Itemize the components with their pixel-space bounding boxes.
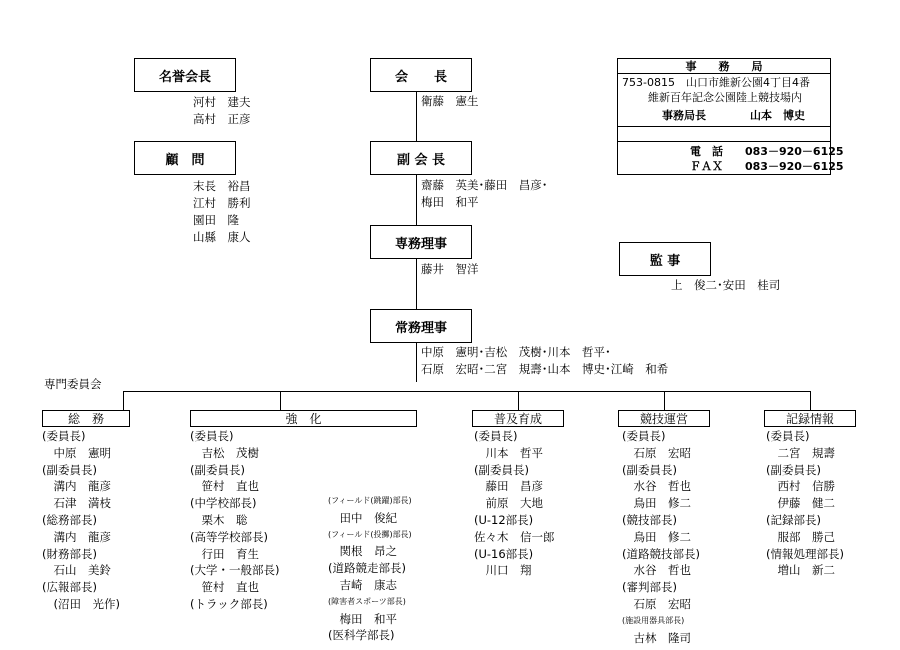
committee-member-line: (施設用器具部長): [622, 615, 685, 625]
committee-member-line: 栗木 聡: [190, 512, 248, 527]
committee-member-line: (競技部長): [622, 512, 677, 527]
president-names: 衛藤 憲生: [421, 94, 479, 108]
committee-member-line: 石原 宏昭: [622, 445, 691, 460]
secretariat-address-line1: 753-0815 山口市維新公園4丁目4番: [622, 76, 810, 89]
president-box: 会 長: [370, 58, 472, 92]
committee-member-line: 鳥田 修二: [622, 496, 691, 511]
committee-strengthening-members: [190, 428, 279, 613]
secretariat-divider-1: [618, 126, 830, 127]
committee-member-line: 伊藤 健二: [766, 496, 835, 511]
committee-member-line: (委員長): [190, 429, 234, 443]
vice-president-names: 齋藤 英美･藤田 昌彦･ 梅田 和平: [421, 178, 548, 209]
committee-member-line: (副委員長): [42, 462, 97, 477]
committee-member-line: (U-16部長): [474, 546, 534, 561]
committee-member-line: (医科学部長): [328, 628, 395, 643]
committee-member-line: (沼田 光作): [42, 596, 120, 611]
vice-president-box: 副 会 長: [370, 141, 472, 175]
secretariat-chief: 事務局長 山本 博史: [662, 109, 805, 122]
committee-general-affairs-box: 総 務: [42, 410, 130, 427]
auditor-box: 監 事: [619, 242, 711, 276]
committee-member-line: 川本 哲平: [474, 445, 543, 460]
committee-records-box: 記録情報: [764, 410, 856, 427]
committee-bus-line: [123, 391, 811, 392]
committee-member-line: (委員長): [42, 429, 86, 443]
committee-member-line: (副委員長): [766, 462, 821, 477]
committee-member-line: (障害者スポーツ部長): [328, 596, 406, 606]
committee-member-line: 溝内 龍彦: [42, 529, 111, 544]
committee-member-line: (委員長): [622, 429, 666, 443]
honorary-president-box: 名誉会長: [134, 58, 236, 92]
committee-member-line: (委員長): [474, 429, 518, 443]
secretariat-tel: 電 話 083－920－6125: [690, 145, 844, 158]
committee-member-line: 服部 勝己: [766, 529, 835, 544]
senior-director-box: 専務理事: [370, 225, 472, 259]
committee-member-line: (中学校部長): [190, 496, 257, 511]
committee-member-line: 鳥田 修二: [622, 529, 691, 544]
committee-member-line: (大学・一般部長): [190, 563, 280, 578]
committee-member-line: (副委員長): [474, 462, 529, 477]
committee-strengthening-box: 強 化: [190, 410, 417, 427]
committee-member-line: 古林 隆司: [622, 630, 691, 645]
branch-line-records: [810, 391, 811, 410]
honorary-president-names: 河村 建夫 高村 正彦: [193, 95, 251, 126]
secretariat-title: 事 務 局: [618, 59, 830, 74]
managing-director-names: 中原 憲明･吉松 茂樹･川本 哲平･ 石原 宏昭･二宮 規壽･山本 博史･江崎 和希: [421, 345, 669, 376]
committee-member-line: 水谷 哲也: [622, 479, 691, 494]
committee-promotion-box: 普及育成: [472, 410, 564, 427]
committee-member-line: (副委員長): [622, 462, 677, 477]
committee-member-line: (記録部長): [766, 512, 821, 527]
committee-member-line: 行田 育生: [190, 546, 259, 561]
committee-member-line: 笹村 直也: [190, 580, 259, 595]
advisor-names: 末長 裕昌 江村 勝利 園田 隆 山縣 康人: [193, 179, 251, 244]
senior-director-names: 藤井 智洋: [421, 262, 479, 276]
committee-member-line: (委員長): [766, 429, 810, 443]
committee-member-line: (道路競走部長): [328, 561, 406, 576]
branch-line-strengthen: [280, 391, 281, 410]
committee-member-line: 前原 大地: [474, 496, 543, 511]
secretariat-address-line2: 維新百年記念公園陸上競技場内: [648, 91, 802, 104]
committee-member-line: 梅田 和平: [328, 611, 397, 626]
committee-member-line: (トラック部長): [190, 596, 268, 611]
committee-member-line: (フィールド(投擲)部長): [328, 529, 412, 539]
committee-member-line: (財務部長): [42, 546, 97, 561]
committee-member-line: 石山 美鈴: [42, 563, 111, 578]
committee-member-line: 吉松 茂樹: [190, 445, 259, 460]
branch-line-general: [123, 391, 124, 410]
committee-member-line: 佐々木 信一郎: [474, 529, 555, 544]
committee-strengthening-members-sub: [328, 493, 412, 644]
committee-records-members: [766, 428, 844, 579]
committee-member-line: 川口 翔: [474, 563, 532, 578]
committee-member-line: (フィールド(跳躍)部長): [328, 496, 412, 505]
branch-line-operations: [664, 391, 665, 410]
committee-member-line: 溝内 龍彦: [42, 479, 111, 494]
committee-member-line: 笹村 直也: [190, 479, 259, 494]
committee-member-line: (審判部長): [622, 580, 677, 595]
committee-member-line: 吉崎 康志: [328, 577, 397, 592]
committee-member-line: (道路競技部長): [622, 546, 700, 561]
branch-line-promotion: [518, 391, 519, 410]
committee-member-line: 藤田 昌彦: [474, 479, 543, 494]
committee-operations-members: [622, 428, 700, 646]
committee-member-line: 西村 信勝: [766, 479, 835, 494]
secretariat-divider-2: [618, 141, 830, 142]
committee-member-line: (広報部長): [42, 580, 97, 595]
auditor-names: 上 俊二･安田 桂司: [671, 278, 781, 292]
committee-member-line: (総務部長): [42, 512, 97, 527]
committee-member-line: (情報処理部長): [766, 546, 844, 561]
managing-director-box: 常務理事: [370, 309, 472, 343]
committee-member-line: 関根 昂之: [328, 544, 397, 559]
committee-member-line: 水谷 哲也: [622, 563, 691, 578]
committee-member-line: 石原 宏昭: [622, 596, 691, 611]
committee-member-line: 二宮 規壽: [766, 445, 835, 460]
secretariat-fax: ＦＡＸ 083－920－6125: [690, 160, 844, 173]
advisor-box: 顧 問: [134, 141, 236, 175]
committee-member-line: (U-12部長): [474, 512, 534, 527]
committee-general-affairs-members: [42, 428, 120, 613]
committee-promotion-members: [474, 428, 555, 579]
committee-label: 専門委員会: [44, 377, 102, 391]
committee-operations-box: 競技運営: [618, 410, 710, 427]
secretariat-box: [617, 58, 844, 175]
committee-member-line: (高等学校部長): [190, 529, 268, 544]
committee-member-line: 石津 満枝: [42, 496, 111, 511]
committee-member-line: 中原 憲明: [42, 445, 111, 460]
committee-member-line: 田中 俊紀: [328, 510, 397, 525]
committee-member-line: 増山 新二: [766, 563, 835, 578]
committee-member-line: (副委員長): [190, 462, 245, 477]
